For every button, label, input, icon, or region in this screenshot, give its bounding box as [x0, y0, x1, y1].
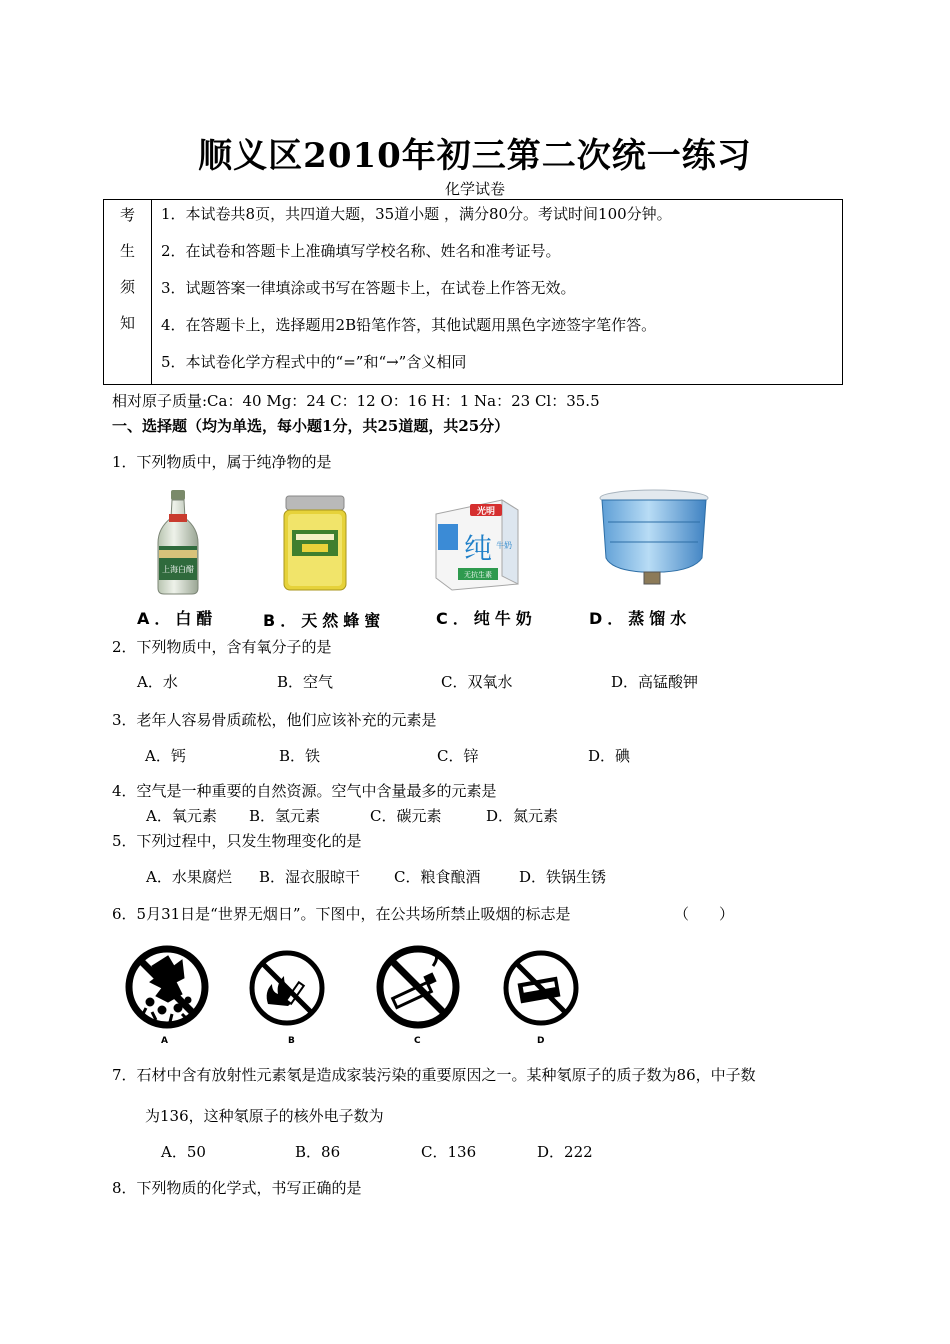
milk-word-text: 纯	[463, 532, 493, 565]
no-open-flame-sign	[246, 948, 328, 1028]
no-smoking-sign	[373, 944, 463, 1030]
milk-bottom-text: 无抗生素	[464, 571, 492, 579]
notice-label-char: 须	[119, 278, 135, 296]
option: A．水	[137, 673, 178, 691]
no-matches-sign	[499, 948, 583, 1028]
option: C．粮食酿酒	[394, 868, 481, 886]
notice-item: 3．试题答案一律填涂或书写在答题卡上，在试卷上作答无效。	[161, 279, 576, 297]
notice-label-column	[104, 200, 152, 384]
sign-label-b: B	[288, 1036, 295, 1046]
milk-brand-text: 光明	[476, 507, 496, 517]
q1-caption-a: A．白醋	[137, 609, 218, 628]
question-stem-continued: 为136，这种氡原子的核外电子数为	[145, 1107, 384, 1125]
question-stem: 3．老年人容易骨质疏松，他们应该补充的元素是	[112, 711, 437, 729]
milk-sub-text: 牛奶	[496, 541, 512, 550]
option: D．222	[537, 1143, 593, 1161]
option: A．水果腐烂	[146, 868, 232, 886]
vinegar-label-text: 上海白醋	[162, 565, 194, 574]
notice-item: 1．本试卷共8页，共四道大题，35道小题 ，满分80分。考试时间100分钟。	[161, 205, 672, 223]
question-stem: 1．下列物质中，属于纯净物的是	[112, 453, 332, 471]
option: D．高锰酸钾	[611, 673, 699, 691]
question-stem: 6．5月31日是“世界无烟日”。下图中，在公共场所禁止吸烟的标志是	[112, 905, 571, 923]
page-subtitle: 化学试卷	[444, 180, 505, 198]
atomic-mass-line: 相对原子质量:Ca：40 Mg：24 C：12 O：16 H：1 Na：23 Cl：35.5	[112, 392, 600, 410]
question-stem: 8．下列物质的化学式，书写正确的是	[112, 1179, 362, 1197]
page-title: 顺义区2010年初三第二次统一练习	[198, 136, 752, 176]
option: C．锌	[437, 747, 479, 765]
option: D．碘	[588, 747, 631, 765]
notice-label-char: 知	[119, 314, 135, 332]
question-stem: 5．下列过程中，只发生物理变化的是	[112, 832, 362, 850]
option: A．氧元素	[146, 807, 217, 825]
option: D．铁锅生锈	[519, 868, 607, 886]
answer-bracket: （ ）	[674, 905, 735, 923]
section-heading: 一、选择题（均为单选，每小题1分，共25道题，共25分）	[112, 417, 510, 435]
option: C．136	[421, 1143, 477, 1161]
option: A．50	[161, 1143, 206, 1161]
no-fireworks-sign	[122, 944, 212, 1030]
sign-label-a: A	[161, 1036, 168, 1046]
q1-caption-c: C．纯牛奶	[436, 609, 537, 628]
sign-label-c: C	[414, 1036, 421, 1046]
water-bottle-image	[594, 488, 712, 588]
exam-notice-box	[103, 199, 843, 385]
vinegar-bottle-image	[148, 488, 208, 598]
notice-item: 5．本试卷化学方程式中的“=”和“→”含义相同	[161, 353, 467, 371]
option: B．铁	[279, 747, 321, 765]
option: C．碳元素	[370, 807, 442, 825]
sign-label-d: D	[537, 1036, 545, 1046]
milk-carton-image	[432, 496, 524, 592]
option: A．钙	[145, 747, 186, 765]
question-stem: 2．下列物质中，含有氧分子的是	[112, 638, 332, 656]
option: D．氮元素	[486, 807, 559, 825]
option: B．86	[295, 1143, 341, 1161]
question-stem: 7．石材中含有放射性元素氡是造成家装污染的重要原因之一。某种氡原子的质子数为86，中子数	[112, 1066, 756, 1084]
notice-item: 2．在试卷和答题卡上准确填写学校名称、姓名和准考证号。	[161, 242, 561, 260]
q1-caption-b: B．天然蜂蜜	[263, 611, 386, 630]
option: B．湿衣服晾干	[259, 868, 361, 886]
notice-item: 4．在答题卡上，选择题用2B铅笔作答，其他试题用黑色字迹签字笔作答。	[161, 316, 657, 334]
option: C．双氧水	[441, 673, 513, 691]
option: B．空气	[277, 673, 334, 691]
notice-label-char: 生	[119, 242, 135, 260]
honey-jar-image	[282, 494, 348, 594]
question-stem: 4．空气是一种重要的自然资源。空气中含量最多的元素是	[112, 782, 497, 800]
notice-label-char: 考	[119, 206, 135, 224]
option: B．氢元素	[249, 807, 321, 825]
q1-caption-d: D．蒸馏水	[589, 609, 692, 628]
